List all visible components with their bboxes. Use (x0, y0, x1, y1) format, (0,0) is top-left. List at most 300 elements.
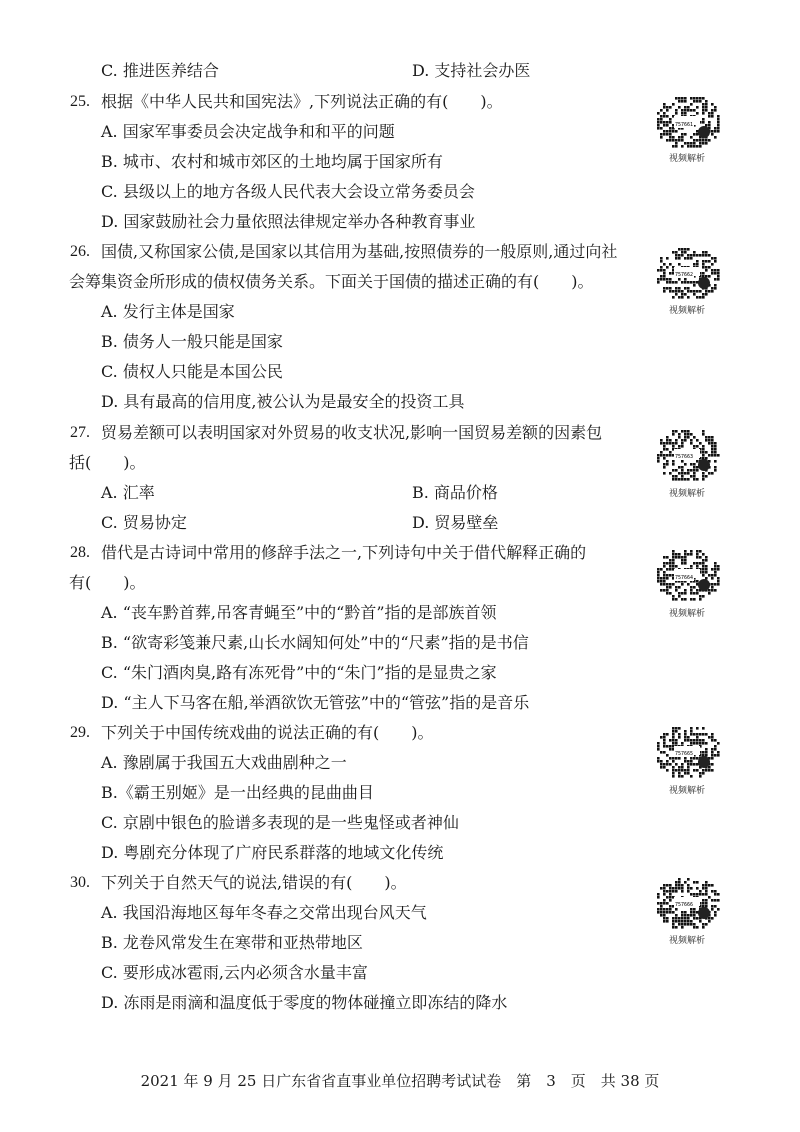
qr-module (660, 136, 663, 139)
qr-module (681, 430, 684, 433)
qr-module (660, 278, 663, 281)
qr-module (687, 469, 690, 472)
qr-module (705, 139, 708, 142)
qr-module (666, 917, 669, 920)
qr-module (678, 775, 681, 778)
qr-module (681, 887, 684, 890)
qr-module (696, 263, 699, 266)
qr-module (693, 923, 696, 926)
qr-module (663, 583, 666, 586)
option-a: A. 国家军事委员会决定战争和和平的问题 (101, 122, 395, 141)
qr-module (678, 881, 681, 884)
qr-module (711, 269, 714, 272)
qr-module (660, 451, 663, 454)
qr-module (714, 278, 717, 281)
qr-module (666, 574, 669, 577)
option-d: D. 冻雨是雨滴和温度低于零度的物体碰撞立即冻结的降水 (101, 993, 508, 1012)
qr-module (699, 139, 702, 142)
qr-module (672, 739, 675, 742)
qr-module (669, 896, 672, 899)
qr-module (684, 589, 687, 592)
qr-module (705, 103, 708, 106)
qr-module (711, 751, 714, 754)
qr-module (663, 278, 666, 281)
qr-module (699, 893, 702, 896)
qr-module (702, 571, 705, 574)
qr-module (657, 127, 660, 130)
qr-module (702, 433, 705, 436)
qr-module (696, 112, 699, 115)
qr-module (702, 887, 705, 890)
qr-module (693, 100, 696, 103)
qr-module (702, 430, 705, 433)
qr-module (696, 769, 699, 772)
qr-logo (698, 907, 710, 919)
qr-module (714, 583, 717, 586)
qr-module (687, 736, 690, 739)
qr-module (702, 727, 705, 730)
qr-module (657, 742, 660, 745)
qr-module (663, 124, 666, 127)
qr-module (687, 583, 690, 586)
qr-module (669, 263, 672, 266)
qr-module (684, 730, 687, 733)
qr-module (690, 257, 693, 260)
qr-id-30: 757666 (675, 902, 694, 908)
qr-module (666, 592, 669, 595)
qr-module (672, 445, 675, 448)
qr-logo (698, 579, 710, 591)
qr-module (657, 454, 660, 457)
video-analysis-label: 视频解析 (668, 154, 705, 164)
qr-module (678, 766, 681, 769)
qr-module (702, 296, 705, 299)
qr-module (714, 284, 717, 287)
qr-module (672, 911, 675, 914)
qr-module (696, 100, 699, 103)
video-analysis-label: 视频解析 (668, 306, 705, 316)
option-d-prev: D. 支持社会办医 (412, 61, 531, 80)
qr-module (684, 917, 687, 920)
qr-module (693, 733, 696, 736)
qr-module (684, 287, 687, 290)
qr-module (663, 917, 666, 920)
qr-module (660, 127, 663, 130)
qr-module (672, 917, 675, 920)
qr-module (696, 445, 699, 448)
qr-module (687, 472, 690, 475)
qr-module (684, 100, 687, 103)
qr-module (687, 281, 690, 284)
qr-module (660, 115, 663, 118)
qr-module (672, 890, 675, 893)
qr-module (663, 121, 666, 124)
qr-module (675, 757, 678, 760)
qr-module (675, 112, 678, 115)
qr-module (663, 574, 666, 577)
qr-module (711, 287, 714, 290)
qr-module (672, 442, 675, 445)
qr-module (672, 478, 675, 481)
qr-module (714, 454, 717, 457)
qr-module (681, 133, 684, 136)
qr-module (666, 287, 669, 290)
qr-module (681, 923, 684, 926)
qr-module (666, 139, 669, 142)
qr-module (699, 254, 702, 257)
qr-module (705, 260, 708, 263)
qr-module (657, 278, 660, 281)
qr-module (663, 736, 666, 739)
qr-module (663, 463, 666, 466)
qr-module (693, 293, 696, 296)
qr-module (705, 565, 708, 568)
qr-module (711, 112, 714, 115)
qr-module (702, 293, 705, 296)
qr-module (663, 911, 666, 914)
qr-module (666, 754, 669, 757)
qr-module (690, 550, 693, 553)
qr-module (699, 920, 702, 923)
qr-module (666, 884, 669, 887)
qr-module (666, 583, 669, 586)
qr-module (699, 598, 702, 601)
qr-module (684, 112, 687, 115)
qr-module (678, 472, 681, 475)
qr-module (663, 263, 666, 266)
qr-module (711, 436, 714, 439)
qr-module (711, 905, 714, 908)
qr-module (690, 923, 693, 926)
qr-module (684, 881, 687, 884)
qr-module (693, 757, 696, 760)
qr-module (696, 926, 699, 929)
qr-module (687, 884, 690, 887)
qr-module (705, 293, 708, 296)
qr-module (678, 139, 681, 142)
qr-module (711, 736, 714, 739)
qr-module (705, 893, 708, 896)
qr-module (678, 445, 681, 448)
qr-module (690, 109, 693, 112)
qr-module (669, 565, 672, 568)
qr-module (717, 568, 720, 571)
qr-module (663, 275, 666, 278)
qr-module (684, 133, 687, 136)
qr-module (681, 442, 684, 445)
qr-module (678, 757, 681, 760)
qr-module (663, 287, 666, 290)
qr-module (714, 571, 717, 574)
qr-module (690, 254, 693, 257)
option-b: B. “欲寄彩笺兼尺素,山长水阔知何处”中的“尺素”指的是书信 (101, 633, 529, 652)
qr-module (714, 589, 717, 592)
qr-module (666, 586, 669, 589)
qr-module (705, 436, 708, 439)
qr-module (681, 583, 684, 586)
qr-module (687, 923, 690, 926)
qr-module (690, 739, 693, 742)
qr-module (687, 257, 690, 260)
qr-module (663, 562, 666, 565)
qr-module (690, 727, 693, 730)
qr-module (675, 257, 678, 260)
qr-module (663, 457, 666, 460)
question-stem-cont: 有( )。 (69, 573, 146, 592)
qr-module (684, 733, 687, 736)
qr-module (708, 260, 711, 263)
qr-module (705, 923, 708, 926)
qr-module (687, 739, 690, 742)
qr-module (672, 290, 675, 293)
qr-module (666, 115, 669, 118)
qr-module (669, 887, 672, 890)
qr-module (666, 109, 669, 112)
qr-module (699, 775, 702, 778)
qr-module (711, 769, 714, 772)
qr-module (684, 592, 687, 595)
qr-module (711, 290, 714, 293)
question-number: 26. (70, 243, 90, 260)
qr-module (669, 290, 672, 293)
qr-module (672, 553, 675, 556)
qr-module (693, 586, 696, 589)
qr-module (681, 293, 684, 296)
qr-module (702, 109, 705, 112)
option-d: D. 粤剧充分体现了广府民系群落的地域文化传统 (101, 843, 444, 862)
qr-module (693, 478, 696, 481)
option-d: D. 贸易壁垒 (412, 513, 499, 532)
qr-module (699, 550, 702, 553)
qr-module (681, 109, 684, 112)
qr-module (711, 568, 714, 571)
qr-module (672, 772, 675, 775)
qr-module (705, 269, 708, 272)
qr-module (657, 457, 660, 460)
qr-module (672, 769, 675, 772)
qr-module (699, 733, 702, 736)
qr-module (687, 290, 690, 293)
qr-module (717, 899, 720, 902)
qr-module (696, 589, 699, 592)
qr-module (678, 592, 681, 595)
qr-module (696, 260, 699, 263)
option-c: C. 京剧中银色的脸谱多表现的是一些鬼怪或者神仙 (101, 813, 459, 832)
question-number: 27. (70, 424, 90, 441)
qr-module (711, 257, 714, 260)
qr-module (675, 917, 678, 920)
qr-module (666, 439, 669, 442)
qr-module (699, 290, 702, 293)
qr-module (696, 739, 699, 742)
qr-module (678, 466, 681, 469)
qr-module (669, 908, 672, 911)
qr-code-25[interactable] (652, 92, 722, 150)
qr-module (663, 884, 666, 887)
qr-module (681, 281, 684, 284)
video-analysis-label: 视频解析 (668, 786, 705, 796)
qr-module (711, 908, 714, 911)
qr-module (666, 133, 669, 136)
qr-module (675, 475, 678, 478)
qr-module (672, 920, 675, 923)
qr-module (666, 556, 669, 559)
option-d: D. 具有最高的信用度,被公认为是最安全的投资工具 (101, 392, 465, 411)
qr-module (657, 902, 660, 905)
qr-module (660, 763, 663, 766)
qr-module (711, 103, 714, 106)
qr-module (693, 436, 696, 439)
qr-module (690, 757, 693, 760)
qr-module (672, 598, 675, 601)
qr-module (657, 757, 660, 760)
qr-module (699, 100, 702, 103)
qr-module (687, 763, 690, 766)
qr-id-27: 757663 (675, 454, 694, 460)
qr-module (696, 592, 699, 595)
qr-module (708, 766, 711, 769)
qr-module (717, 278, 720, 281)
qr-module (669, 121, 672, 124)
qr-module (672, 469, 675, 472)
qr-module (681, 478, 684, 481)
qr-module (681, 466, 684, 469)
qr-module (660, 568, 663, 571)
qr-module (663, 902, 666, 905)
qr-module (690, 565, 693, 568)
qr-module (702, 559, 705, 562)
qr-module (672, 145, 675, 148)
qr-module (669, 439, 672, 442)
qr-module (693, 908, 696, 911)
qr-module (675, 145, 678, 148)
qr-module (711, 133, 714, 136)
qr-module (669, 568, 672, 571)
qr-module (675, 130, 678, 133)
qr-module (669, 757, 672, 760)
qr-module (672, 559, 675, 562)
qr-module (678, 553, 681, 556)
qr-module (705, 475, 708, 478)
qr-module (669, 133, 672, 136)
qr-module (660, 914, 663, 917)
qr-module (675, 881, 678, 884)
qr-module (690, 592, 693, 595)
qr-module (669, 130, 672, 133)
qr-module (714, 754, 717, 757)
qr-module (714, 269, 717, 272)
qr-module (693, 281, 696, 284)
qr-module (705, 451, 708, 454)
qr-module (675, 281, 678, 284)
qr-code-28[interactable] (652, 545, 722, 603)
qr-module (681, 472, 684, 475)
qr-module (687, 766, 690, 769)
option-a: A. 汇率 (101, 483, 155, 502)
qr-module (672, 727, 675, 730)
qr-module (669, 118, 672, 121)
video-analysis-label: 视频解析 (668, 609, 705, 619)
qr-module (684, 772, 687, 775)
qr-module (690, 442, 693, 445)
qr-module (717, 893, 720, 896)
qr-module (666, 577, 669, 580)
qr-module (696, 290, 699, 293)
qr-module (705, 290, 708, 293)
qr-module (699, 562, 702, 565)
qr-module (678, 586, 681, 589)
qr-module (690, 439, 693, 442)
qr-module (690, 433, 693, 436)
qr-module (672, 926, 675, 929)
qr-module (717, 908, 720, 911)
qr-module (675, 739, 678, 742)
qr-module (675, 920, 678, 923)
qr-module (681, 884, 684, 887)
qr-id-26: 757662 (675, 272, 694, 278)
qr-module (663, 887, 666, 890)
option-a: A. “丧车黔首葬,吊客青蝇至”中的“黔首”指的是部族首领 (101, 603, 497, 622)
qr-module (681, 251, 684, 254)
qr-module (666, 908, 669, 911)
qr-module (705, 254, 708, 257)
qr-module (693, 911, 696, 914)
qr-module (690, 920, 693, 923)
question-stem: 下列关于中国传统戏曲的说法正确的有( )。 (101, 723, 434, 742)
qr-module (678, 733, 681, 736)
qr-module (693, 133, 696, 136)
question-stem: 借代是古诗词中常用的修辞手法之一,下列诗句中关于借代解释正确的 (101, 543, 587, 562)
qr-module (684, 550, 687, 553)
qr-module (690, 281, 693, 284)
qr-module (678, 736, 681, 739)
qr-module (663, 272, 666, 275)
qr-module (675, 442, 678, 445)
qr-module (666, 130, 669, 133)
qr-module (681, 592, 684, 595)
qr-module (675, 763, 678, 766)
qr-module (660, 736, 663, 739)
qr-module (681, 97, 684, 100)
qr-module (684, 760, 687, 763)
option-d: D. “主人下马客在船,举酒欲饮无管弦”中的“管弦”指的是音乐 (101, 693, 530, 712)
qr-module (666, 589, 669, 592)
qr-module (717, 269, 720, 272)
qr-module (705, 266, 708, 269)
qr-module (693, 472, 696, 475)
question-stem-cont: 会筹集资金所形成的债权债务关系。下面关于国债的描述正确的有( )。 (69, 272, 594, 291)
qr-module (717, 118, 720, 121)
qr-module (714, 130, 717, 133)
qr-module (672, 583, 675, 586)
qr-module (666, 278, 669, 281)
qr-module (684, 251, 687, 254)
qr-module (687, 430, 690, 433)
qr-module (717, 577, 720, 580)
qr-module (702, 733, 705, 736)
qr-module (717, 124, 720, 127)
qr-module (657, 745, 660, 748)
qr-module (702, 884, 705, 887)
qr-module (693, 598, 696, 601)
option-c: C. 贸易协定 (101, 513, 187, 532)
qr-module (702, 251, 705, 254)
qr-module (714, 466, 717, 469)
qr-module (690, 911, 693, 914)
qr-module (660, 911, 663, 914)
qr-module (657, 748, 660, 751)
qr-module (690, 586, 693, 589)
